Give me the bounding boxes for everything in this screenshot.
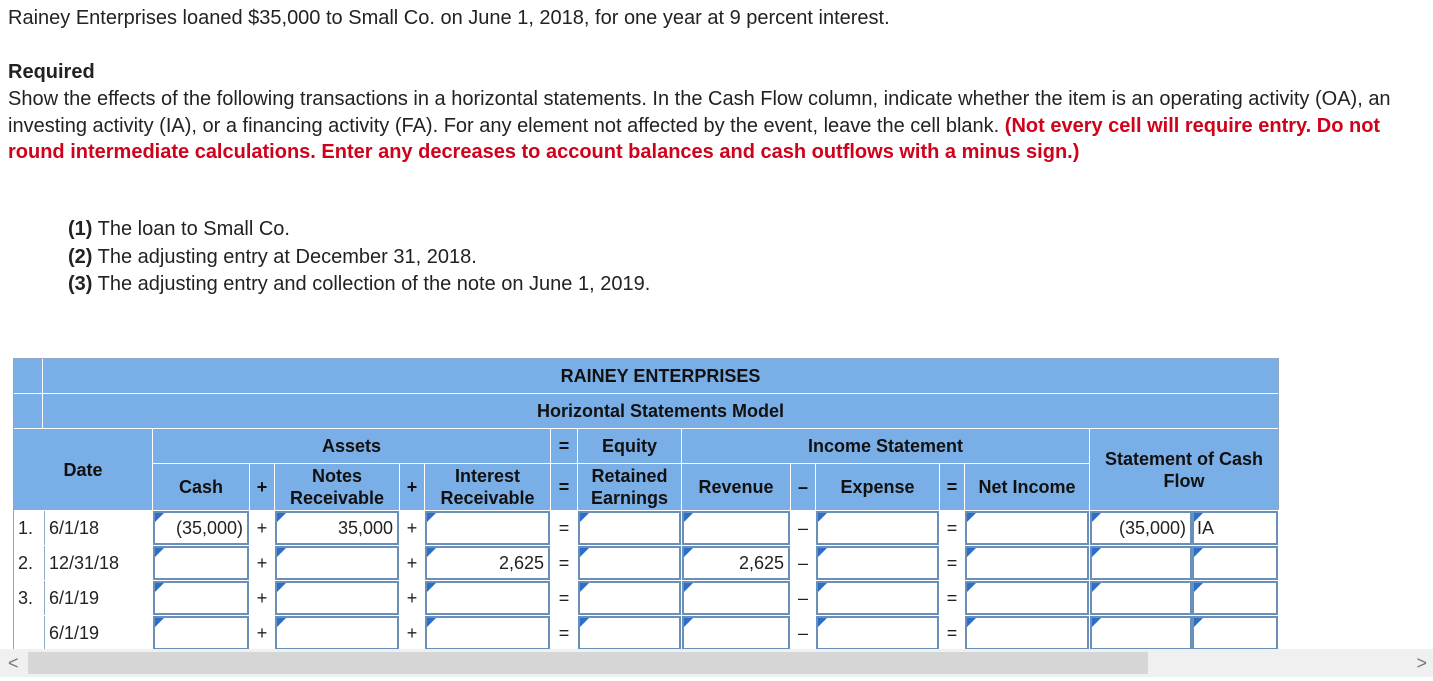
minus-sign: –: [791, 546, 815, 580]
cash-flow-activity-select[interactable]: [1192, 616, 1278, 650]
equals-sign: =: [940, 511, 964, 545]
revenue-header: Revenue: [682, 464, 790, 510]
cash-flow-amount-input[interactable]: [1090, 581, 1192, 615]
revenue-input[interactable]: [682, 511, 790, 545]
equity-header: Equity: [578, 429, 681, 463]
instructions-emphasis: (Not every cell will require entry. Do not round intermediate calculations. Enter any decreases to account balances and cash outflows with a minus sign.): [8, 114, 1381, 163]
cash-flow-activity-select[interactable]: [1192, 546, 1278, 580]
scroll-right-icon[interactable]: >: [1416, 653, 1427, 673]
net-income-input[interactable]: [965, 581, 1089, 615]
retained-earnings-input[interactable]: [578, 581, 681, 615]
plus-sign: +: [400, 464, 424, 510]
plus-sign: +: [250, 546, 274, 580]
row-number: [14, 616, 44, 650]
minus-sign: –: [791, 581, 815, 615]
net-income-input[interactable]: [965, 546, 1089, 580]
plus-sign: +: [250, 581, 274, 615]
revenue-input[interactable]: 2,625: [682, 546, 790, 580]
notes-receivable-header: Notes Receivable: [275, 464, 399, 510]
minus-sign: –: [791, 616, 815, 650]
notes-receivable-input[interactable]: 35,000: [275, 511, 399, 545]
minus-sign: –: [791, 511, 815, 545]
expense-input[interactable]: [816, 616, 939, 650]
scrollbar-thumb[interactable]: [28, 652, 1148, 674]
equals-sign: =: [940, 464, 964, 510]
cash-flow-amount-input[interactable]: [1090, 546, 1192, 580]
model-title: Horizontal Statements Model: [43, 394, 1278, 428]
company-name: RAINEY ENTERPRISES: [43, 359, 1278, 393]
instructions-text: Show the effects of the following transactions in a horizontal statements. In the Cash Flow column, indicate whether the item is an operating activity (OA), an investing activity (IA), or a financing activity (FA). For any element not affected by the event, leave the cell blank.: [8, 88, 1391, 137]
date-header: Date: [14, 429, 152, 510]
plus-sign: +: [400, 511, 424, 545]
assets-header: Assets: [153, 429, 550, 463]
equals-sign: =: [551, 429, 577, 463]
plus-sign: +: [250, 464, 274, 510]
corner-cell: [14, 394, 42, 428]
transaction-list: [68, 216, 650, 299]
cash-flow-amount-input[interactable]: [1090, 616, 1192, 650]
expense-header: Expense: [816, 464, 939, 510]
row-number: 1.: [14, 511, 44, 545]
transaction-item: (2) The adjusting entry at December 31, 2018.: [68, 245, 477, 268]
row-date: 6/1/18: [44, 511, 152, 545]
transaction-item: (1) The loan to Small Co.: [68, 218, 290, 240]
equals-sign: =: [940, 581, 964, 615]
expense-input[interactable]: [816, 581, 939, 615]
row-date: 6/1/19: [44, 616, 152, 650]
revenue-input[interactable]: [682, 581, 790, 615]
notes-receivable-input[interactable]: [275, 581, 399, 615]
transaction-item: (3) The adjusting entry and collection of the note on June 1, 2019.: [68, 273, 651, 295]
expense-input[interactable]: [816, 511, 939, 545]
row-number: 3.: [14, 581, 44, 615]
equals-sign: =: [551, 546, 577, 580]
retained-earnings-input[interactable]: [578, 546, 681, 580]
plus-sign: +: [400, 616, 424, 650]
interest-receivable-input[interactable]: 2,625: [425, 546, 550, 580]
retained-earnings-input[interactable]: [578, 616, 681, 650]
plus-sign: +: [400, 546, 424, 580]
cash-input[interactable]: [153, 581, 249, 615]
revenue-input[interactable]: [682, 616, 790, 650]
notes-receivable-input[interactable]: [275, 616, 399, 650]
required-heading: Required: [8, 61, 95, 83]
income-statement-header: Income Statement: [682, 429, 1089, 463]
cash-flow-activity-select[interactable]: [1192, 581, 1278, 615]
horizontal-scrollbar[interactable]: [0, 649, 1433, 677]
row-date: 6/1/19: [44, 581, 152, 615]
instructions: [8, 86, 1428, 166]
retained-earnings-header: Retained Earnings: [578, 464, 681, 510]
interest-receivable-header: Interest Receivable: [425, 464, 550, 510]
equals-sign: =: [551, 511, 577, 545]
interest-receivable-input[interactable]: [425, 616, 550, 650]
cash-input[interactable]: [153, 546, 249, 580]
equals-sign: =: [940, 546, 964, 580]
row-date: 12/31/18: [44, 546, 152, 580]
cash-input[interactable]: [153, 616, 249, 650]
net-income-header: Net Income: [965, 464, 1089, 510]
cash-flow-activity-select[interactable]: IA: [1192, 511, 1278, 545]
plus-sign: +: [400, 581, 424, 615]
cash-flow-amount-input[interactable]: (35,000): [1090, 511, 1192, 545]
corner-cell: [14, 359, 42, 393]
interest-receivable-input[interactable]: [425, 581, 550, 615]
problem-intro: Rainey Enterprises loaned $35,000 to Small Co. on June 1, 2018, for one year at 9 percent interest.: [8, 7, 890, 29]
cash-header: Cash: [153, 464, 249, 510]
equals-sign: =: [551, 616, 577, 650]
cash-input[interactable]: (35,000): [153, 511, 249, 545]
cash-flow-header: Statement of Cash Flow: [1090, 429, 1278, 510]
net-income-input[interactable]: [965, 616, 1089, 650]
interest-receivable-input[interactable]: [425, 511, 550, 545]
row-number: 2.: [14, 546, 44, 580]
equals-sign: =: [940, 616, 964, 650]
retained-earnings-input[interactable]: [578, 511, 681, 545]
equals-sign: =: [551, 464, 577, 510]
expense-input[interactable]: [816, 546, 939, 580]
scroll-left-icon[interactable]: <: [8, 653, 19, 673]
plus-sign: +: [250, 511, 274, 545]
plus-sign: +: [250, 616, 274, 650]
minus-sign: –: [791, 464, 815, 510]
net-income-input[interactable]: [965, 511, 1089, 545]
notes-receivable-input[interactable]: [275, 546, 399, 580]
equals-sign: =: [551, 581, 577, 615]
